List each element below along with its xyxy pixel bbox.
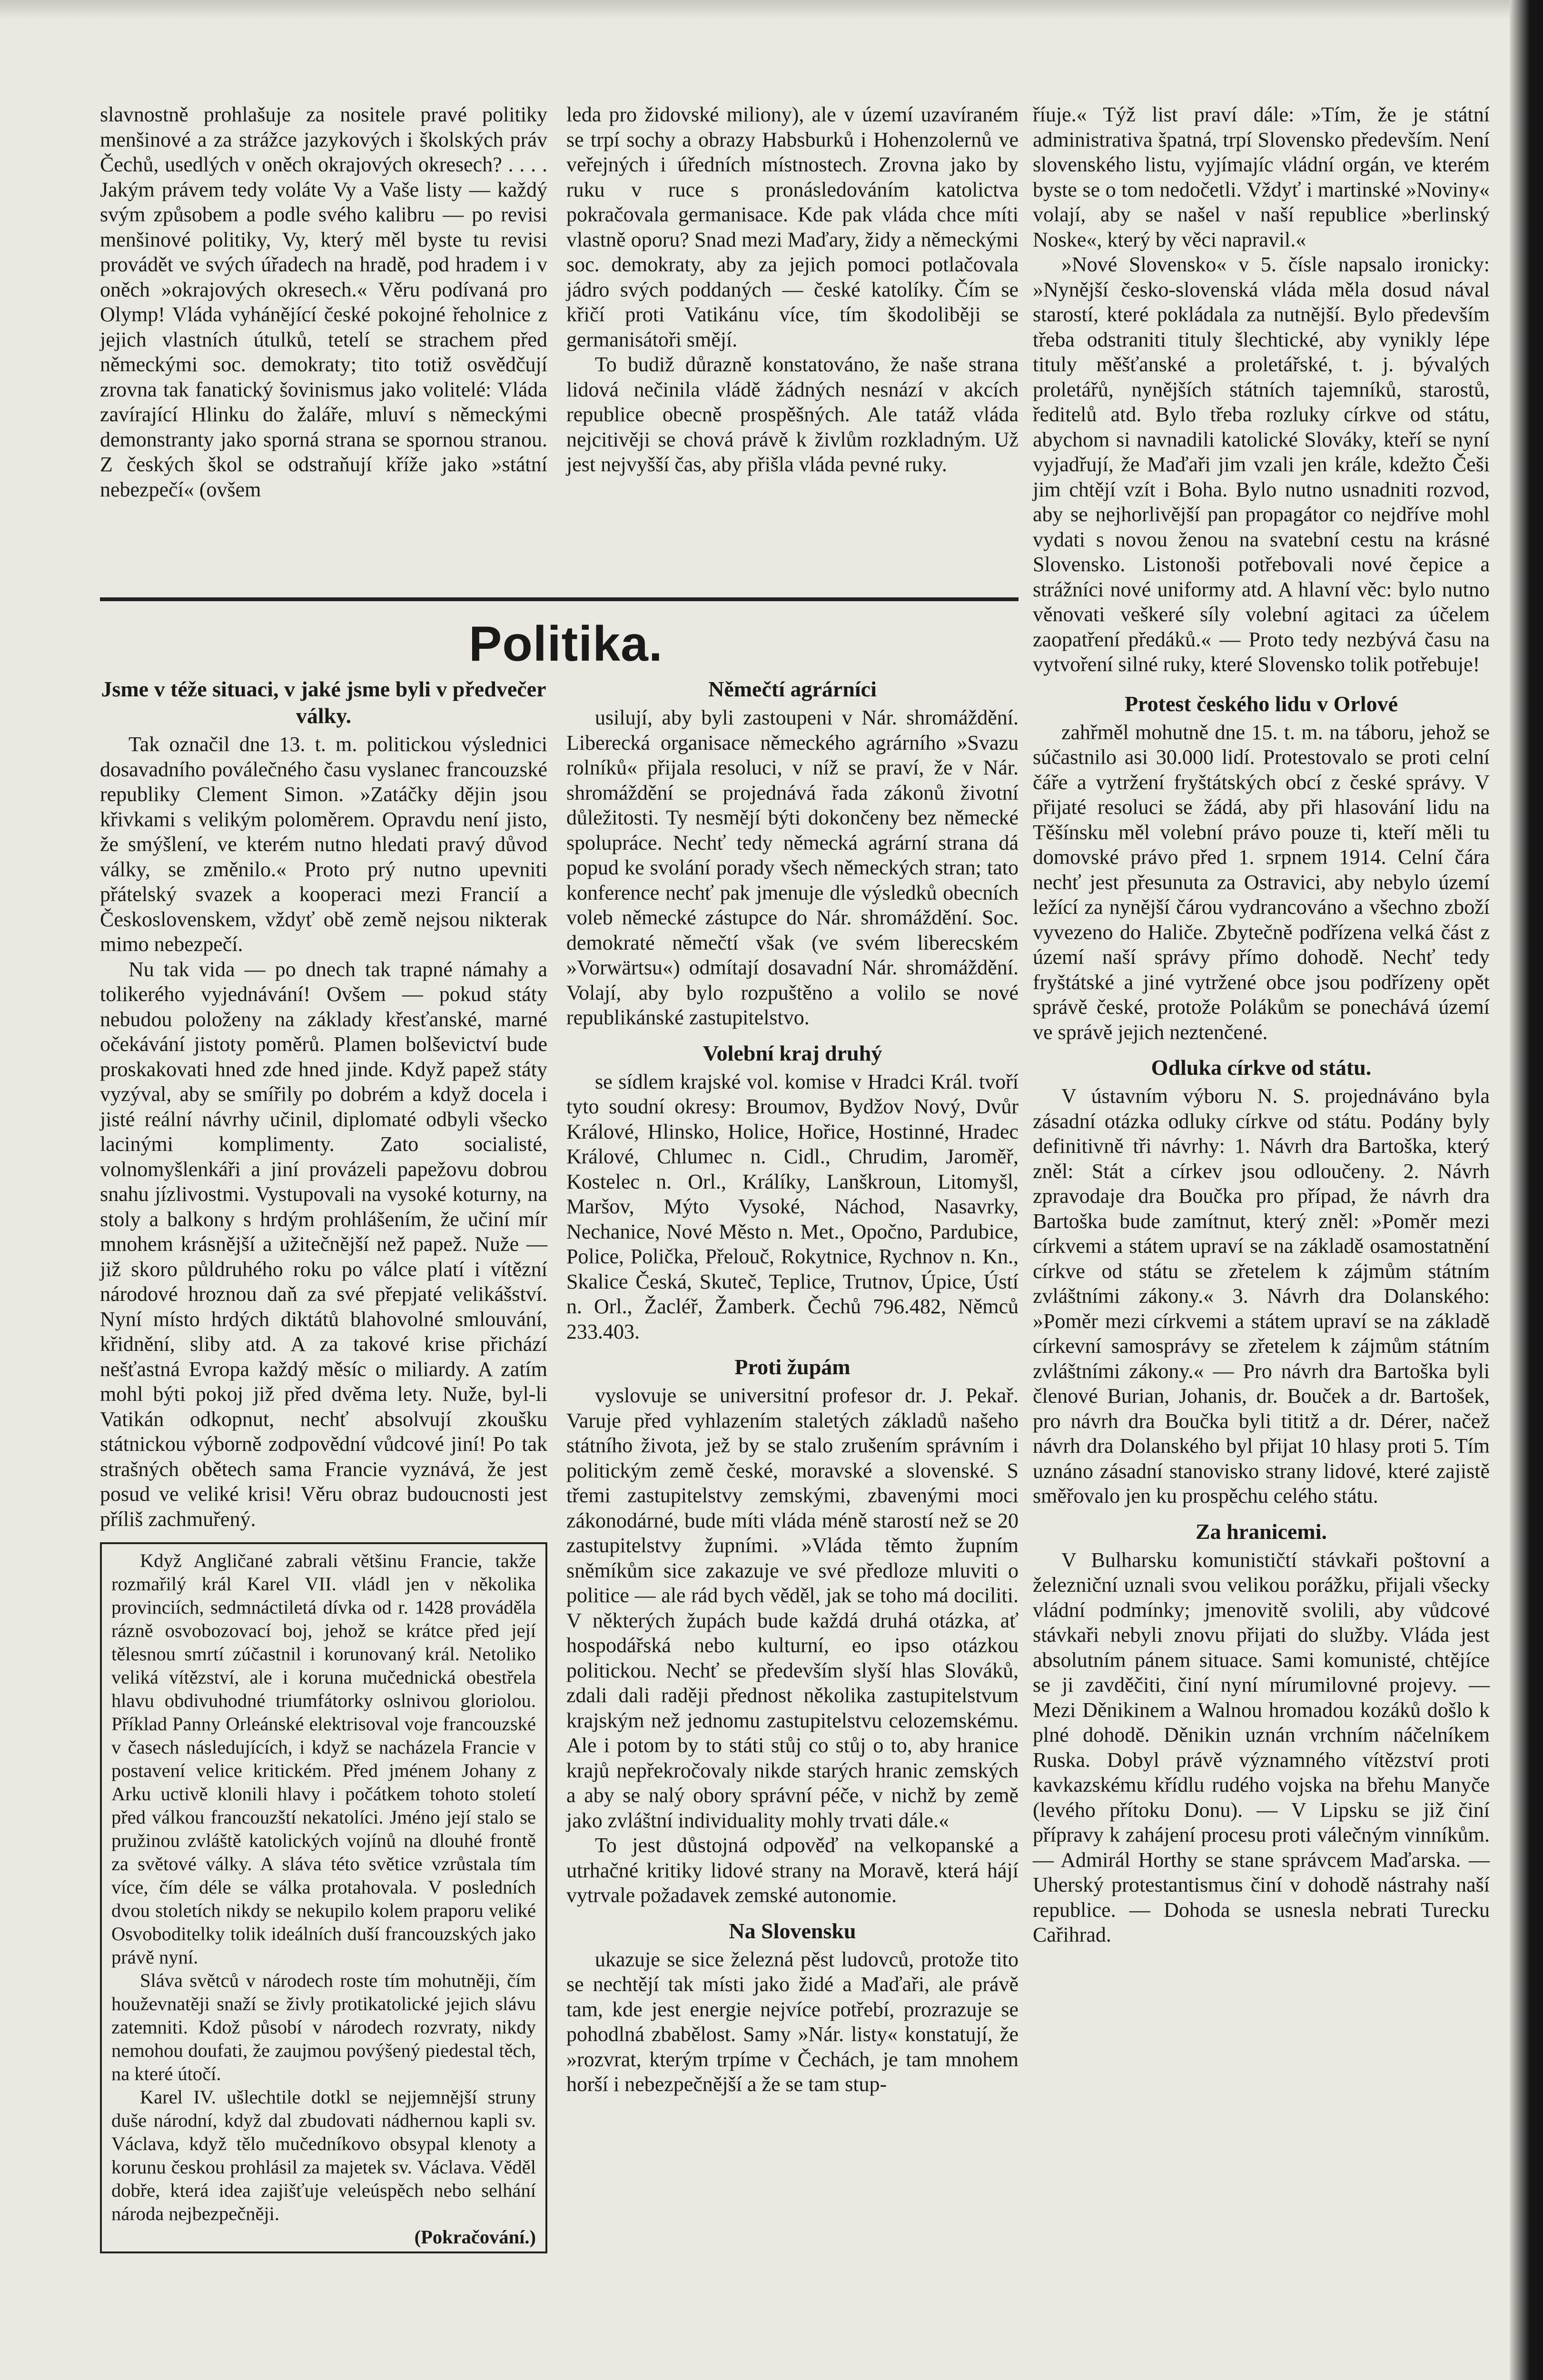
left-paragraph-2: Nu tak vida — po dnech tak trapné námahy a tolikerého vyjednávání! Ovšem — pokud státy nebudou položeny na základy křesťanské, marné očekávání jistoty poměrů. Plamen bolševictví bude proskakovati hned zde hned jinde. Když papež státy vyzýval, aby se smířily po dobrém a když docela i jisté reální návrhy učinil, diplomaté odbyli všecko lacinými komplimenty. Zato socialisté, volnomyšlenkáři a jiní provázeli papežovu dobrou snahu jízlivostmi. Vystupovali na vysoké koturny, na stoly a balkony s hrdým prohlášením, že učiní mír mnohem krásnější a užitečnější než papež. Nuže — již skoro půldruhého roku po válce platí i vítězní národové hroznou daň za své přepjaté velikášství. Nyní místo hrdých diktátů blahovolné smlouvání, křidnění, sliby atd. A za takové krise přichází nešťastná Evropa každý měsíc o miliardy. A zatím mohl býti pokoj již před dvěma lety. Nuže, byl-li Vatikán odkopnut, nechť absolvují zkoušku státnickou výborně zodpovědní vůdcové jiní! Po tak strašných obětech sama Francie vyznává, že jest posud ve veliké krisi! Věru obraz budoucnosti jest příliš zachmuřený. [100,957,547,1531]
hranice-text: V Bulharsku komunističtí stávkaři poštovní a železniční uznali svou velikou porážku, přijali všecky vládní podmínky; jmenovitě svolili, aby vůdcové stávkaři nebyli znovu přijati do služby. Vláda jest absolutním pánem situace. Sami komunisté, chtějíce se ji zavděčiti, činí nyní mírumilovné projevy. — Mezi Děnikinem a Walnou hromadou kozáků došlo k plné dohodě. Děnikin uznán vrchním náčelníkem Ruska. Dobyl právě významného vítězství proti kavkazskému křídlu rudého vojska na břehu Manyče (levého přítoku Donu). — V Lipsku se již činí přípravy k zahájení procesu proti válečným vinníkům. — Admirál Horthy se stane správcem Maďarska. — Uherský protestantismus činí v dohodě nástrahy naší republice. — Dohoda se usnesla nebrati Turecku Cařihrad. [1033,1548,1490,1946]
agrarnici-text: usilují, aby byli zastoupeni v Nár. shromáždění. Liberecká organisace německého agrárního »Svazu rolníků« přijala resoluci, v níž se praví, že v Nár. shromáždění se projednává řada zákonů životní důležitosti. Ty nesmějí býti dokončeny bez německé spolupráce. Nechť tedy německá agrární strana dá popud ke svolání porady všech německých stran; tato konference nechť pak jmenuje dle výsledků obecních voleb německé zástupce do Nár. shromáždění. Soc. demokraté němečtí však (ve svém liberecském »Vorwärtsu«) odmítají dosavadní Nár. shromáždění. Volají, aby bylo rozpuštěno a volilo se nové republikánské zastupitelstvo. [566,706,1019,1029]
zupam-heading: Proti župám [734,1355,851,1379]
box-paragraph-3: Karel IV. ušlechtile dotkl se nejjemnější struny duše národní, když dal zbudovati nádhernou kapli sv. Václava, když tělo mučedníkovo obsypal klenoty a korunu českou prohlásil za majetek sv. Václava. Věděl dobře, která idea zajišťuje veleúspěch nebo selhání národa nejbezpečněji. [111,2086,536,2224]
slovensko-text: ukazuje se sice železná pěst ludovců, protože tito se nechtějí tak místi jako židé a Maďaři, ale právě tam, kde jest energie nejvíce potřebí, prozrazuje se pohodlná zbabělost. Samy »Nár. listy« konstatují, že »rozvrat, kterým trpíme v Čechách, je tam mnohem horší i nebezpečnější a že se tam stup- [566,1947,1019,2096]
odluka-heading: Odluka církve od státu. [1151,1055,1372,1080]
agrarnici-heading: Němečtí agrárníci [708,677,877,701]
kraj-heading: Volební kraj druhý [702,1041,882,1065]
page-right-edge [1510,0,1543,2380]
feuilleton-box [100,1542,547,2253]
left-column [100,676,547,2253]
zupam-text: vyslovuje se universitní profesor dr. J. Pekař. Varuje před vyhlazením staletých základů našeho státního života, jež by se stalo zrušením správním i politickým země české, moravské a slovenské. S třemi zastupitelstvy zemskými, zbavenými moci zákonodárné, bude míti vláda méně starostí než se 20 zastupitelstvy župními. »Vláda těmto župním sněmíkům sice zakazuje ve své předloze mluviti o politice — ale rád bych věděl, jak se toho má dociliti. V některých župách bude každá druhá otázka, ať hospodářská nebo kulturní, eo ipso otázkou politickou. Nechť se především slyší hlas Slováků, zdali dali raději přednost několika zastupitelstvum krajským než jednomu zastupitelstvu celozemskému. Ale i potom by to státi stůj co stůj o to, aby hranice krajů nepřekročovaly nikde starých hranic zemských a aby se nalý obory správní péče, v nichž by země jako zvláštní individuality mohly trvati dále.« [566,1384,1019,1832]
top-col2-text-b: To budiž důrazně konstatováno, že naše strana lidová nečinila vládě žádných nesnází v akcích republice obecně prospěšných. Ale tatáž vláda nejcitivěji se chová právě k živlům rozkladným. Už jest nejvyšší čas, aby přišla vláda pevné ruky. [566,353,1019,476]
hranice-heading: Za hranicemi. [1196,1519,1327,1544]
box-paragraph-2: Sláva světců v národech roste tím mohutněji, čím houževnatěji snaží se živly protikatolické jejich slávu zatemniti. Kdož působí v národech rozvraty, nikdy nemohou doufati, že zaujmou povýšený piedestal těch, na které útočí. [111,1970,536,2084]
page-top-edge [0,0,1543,19]
orlova-text: zahřměl mohutně dne 15. t. m. na táboru, jehož se súčastnilo asi 30.000 lidí. Protestovalo se proti celní čáře a vytržení fryštátských obcí z české správy. V přijaté resoluci se žádá, aby při hlasování lidu na Těšínsku měl volební právo pouze ti, kteří měli tu domovské právo před 1. srpnem 1914. Celní čára nechť jest přesunuta za Ostravici, aby nebylo území ležící za nynější čárou vydrancováno a všechno zboží vyvezeno do Haliče. Zbytečně podřízena velká část z území naší správy přímo dohodě. Nechť tedy fryštátské a jiné vytržené obce jsou podřízeny opět správě české, protože Polákům se ponechává území ve správě jejich neztenčené. [1033,720,1490,1044]
slovensko-heading: Na Slovensku [729,1918,856,1943]
section-rule [100,597,1019,601]
right-column [1033,102,1490,1948]
middle-column [566,676,1019,2097]
top-column-2 [566,102,1019,477]
left-heading: Jsme v téže situaci, v jaké jsme byli v předvečer války. [101,677,546,728]
top-col1-text: slavnostně prohlašuje za nositele pravé politiky menšinové a za strážce jazykových i školských práv Čechů, usedlých v oněch okrajových okresech? . . . . Jakým právem tedy voláte Vy a Vaše listy — každý svým způsobem a podle svého kalibru — po revisi menšinové politiky, Vy, který měl byste tu revisi provádět ve svých úřadech na hradě, pod hradem i v oněch »okrajových okresech.« Věru podívaná pro Olymp! Vláda vyhánějící české pokojné řeholnice z jejich vlastních útulků, tetelí se strachem před německými soc. demokraty; tito totiž osvědčují zrovna tak fanatický šovinismus jako volitelé: Vláda zavírající Hlinku do žaláře, mluví s německými demonstranty jako sporná strana se spornou stranou. Z českých škol se odstraňují kříže jako »státní nebezpečí« (ovšem [100,103,547,501]
top-col3-text-b: »Nové Slovensko« v 5. čísle napsalo ironicky: »Nynější česko-slovenská vláda měla dosud nával starostí, které pokládala za nutnější. Bylo především třeba odstraniti tituly šlechtické, aby vynikly lépe tituly měšťanské a proletářské, t. j. bývalých proletářů, nynějších státních tajemníků, starostů, ředitelů atd. Bylo třeba rozluky církve od státu, abychom si navnadili katolické Slováky, kteří se nyní vyjadřují, že Maďaři jim vzali jen krále, kdežto Češi jim chtějí vzít i Boha. Bylo nutno usnadniti rozvod, aby se nejhorlivější pan propagátor co nejdříve mohl vydati s novou ženou na svatební cestu na krásné Slovensko. Listonoši potřebovali nové čepice a strážníci nové uniformy atd. A hlavní věc: bylo nutno věnovati veškeré síly volební agitaci za účelem zaopatření předáků.« — Proto tedy nezbývá času na vytvoření silné ruky, které Slovensko tolik potřebuje! [1033,253,1490,676]
kraj-text: se sídlem krajské vol. komise v Hradci Král. tvoří tyto soudní okresy: Broumov, Bydžov Nový, Dvůr Králové, Hlinsko, Holice, Hořice, Hostinné, Hradec Králové, Chlumec n. Cidl., Chrudim, Jaroměř, Kostelec n. Orl., Králíky, Lanškroun, Litomyšl, Maršov, Mýto Vysoké, Náchod, Nasavrky, Nechanice, Nové Město n. Met., Opočno, Pardubice, Police, Polička, Přelouč, Rokytnice, Rychnov n. Kn., Skalice Česká, Skuteč, Teplice, Trutnov, Úpice, Ústí n. Orl., Žacléř, Žamberk. Čechů 796.482, Němců 233.403. [566,1070,1019,1343]
left-paragraph-1: Tak označil dne 13. t. m. politickou výslednici dosavadního poválečného času vyslanec francouzské republiky Clement Simon. »Zatáčky dějin jsou křivkami s velikým poloměrem. Opravdu není jisto, že smýšlení, ve kterém nutno hledati pravý důvod války, se změnilo.« Proto prý nutno upevniti přátelský svazek a kooperaci mezi Francií a Československem, vždyť obě země nejsou nikterak mimo nebezpečí. [100,733,547,956]
top-col3-text: říuje.« Týž list praví dále: »Tím, že je státní administrativa špatná, trpí Slovensko především. Není slovenského listu, vyjímajíc vládní orgán, ve kterém byste se o tom nedočetli. Vždyť i martinské »Noviny« volají, aby se našel v naší republice »berlinský Noske«, který by věci napravil.« [1033,103,1490,251]
section-title: Politika. [469,616,663,672]
box-paragraph-1: Když Angličané zabrali většinu Francie, takže rozmařilý král Karel VII. vládl jen v několika provinciích, sedmnáctiletá dívka od r. 1428 prováděla rázně osvobozovací boj, jehož se krátce před její tělesnou smrtí zúčastnil i korunovaný král. Netoliko veliká vítězství, ale i koruna mučednická obestřela hlavu obdivuhodné triumfátorky oslnivou gloriolou. Příklad Panny Orleánské elektrisoval voje francouzské v časech následujících, i když se nacházela Francie v postavení velice kritickém. Před jménem Johany z Arku uctivě klonili hlavy i počátkem tohoto století před válkou francouzští nekatolíci. Jméno její stalo se pružinou zvláště katolických vojínů na dlouhé frontě za světové války. A sláva této světice vzrůstala tím více, čím déle se válka protahovala. V posledních dvou stoletích nikdy se nekupilo kolem praporu veliké Osvoboditelky tolik ideálních duší francouzských jako právě nyní. [111,1550,536,1968]
zupam-text-2: To jest důstojná odpověď na velkopanské a utrhačné kritiky lidové strany na Moravě, která hájí vytrvale požadavek zemské autonomie. [566,1834,1019,1907]
top-column-1 [100,102,547,502]
top-col2-text: leda pro židovské miliony), ale v území uzavíraném se trpí sochy a obrazy Habsburků i Hohenzolernů ve veřejných i úředních místnostech. Zrovna jako by ruku v ruce s pronásledováním katolictva pokračovala germanisace. Kde pak vláda chce míti vlastně oporu? Snad mezi Maďary, židy a německými soc. demokraty, aby za jejich pomoci potlačovala jádro svých poddaných — české katolíky. Čím se křičí proti Vatikánu více, tím škodoliběji se germanisátoři smějí. [566,103,1019,351]
box-signoff: (Pokračování.) [414,2226,536,2248]
odluka-text: V ústavním výboru N. S. projednáváno byla zásadní otázka odluky církve od státu. Podány byly definitivně tři návrhy: 1. Návrh dra Bartoška, který zněl: Stát a církev jsou odloučeny. 2. Návrh zpravodaje dra Boučka pro případ, že návrh dra Bartoška bude zamítnut, který zněl: »Poměr mezi církvemi a státem upraví se na základě osamostatnění církve od státu se zřetelem k zájmům státním zvláštními zákony.« 3. Návrh dra Dolanského: »Poměr mezi církvemi a státem upraví se na základě církevní samosprávy se zřetelem k zájmům státním zvláštními zákony.« — Pro návrh dra Bartoška byli členové Burian, Johanis, dr. Bouček a dr. Bartošek, pro návrh dra Boučka byli tititž a dr. Dérer, načež návrh dra Dolanského byl přijat 10 hlasy proti 5. Tím uznáno zásadní stanovisko strany lidové, které zajistě směřovalo jen ku prospěchu celého státu. [1033,1084,1490,1507]
orlova-heading: Protest českého lidu v Orlové [1124,691,1398,716]
